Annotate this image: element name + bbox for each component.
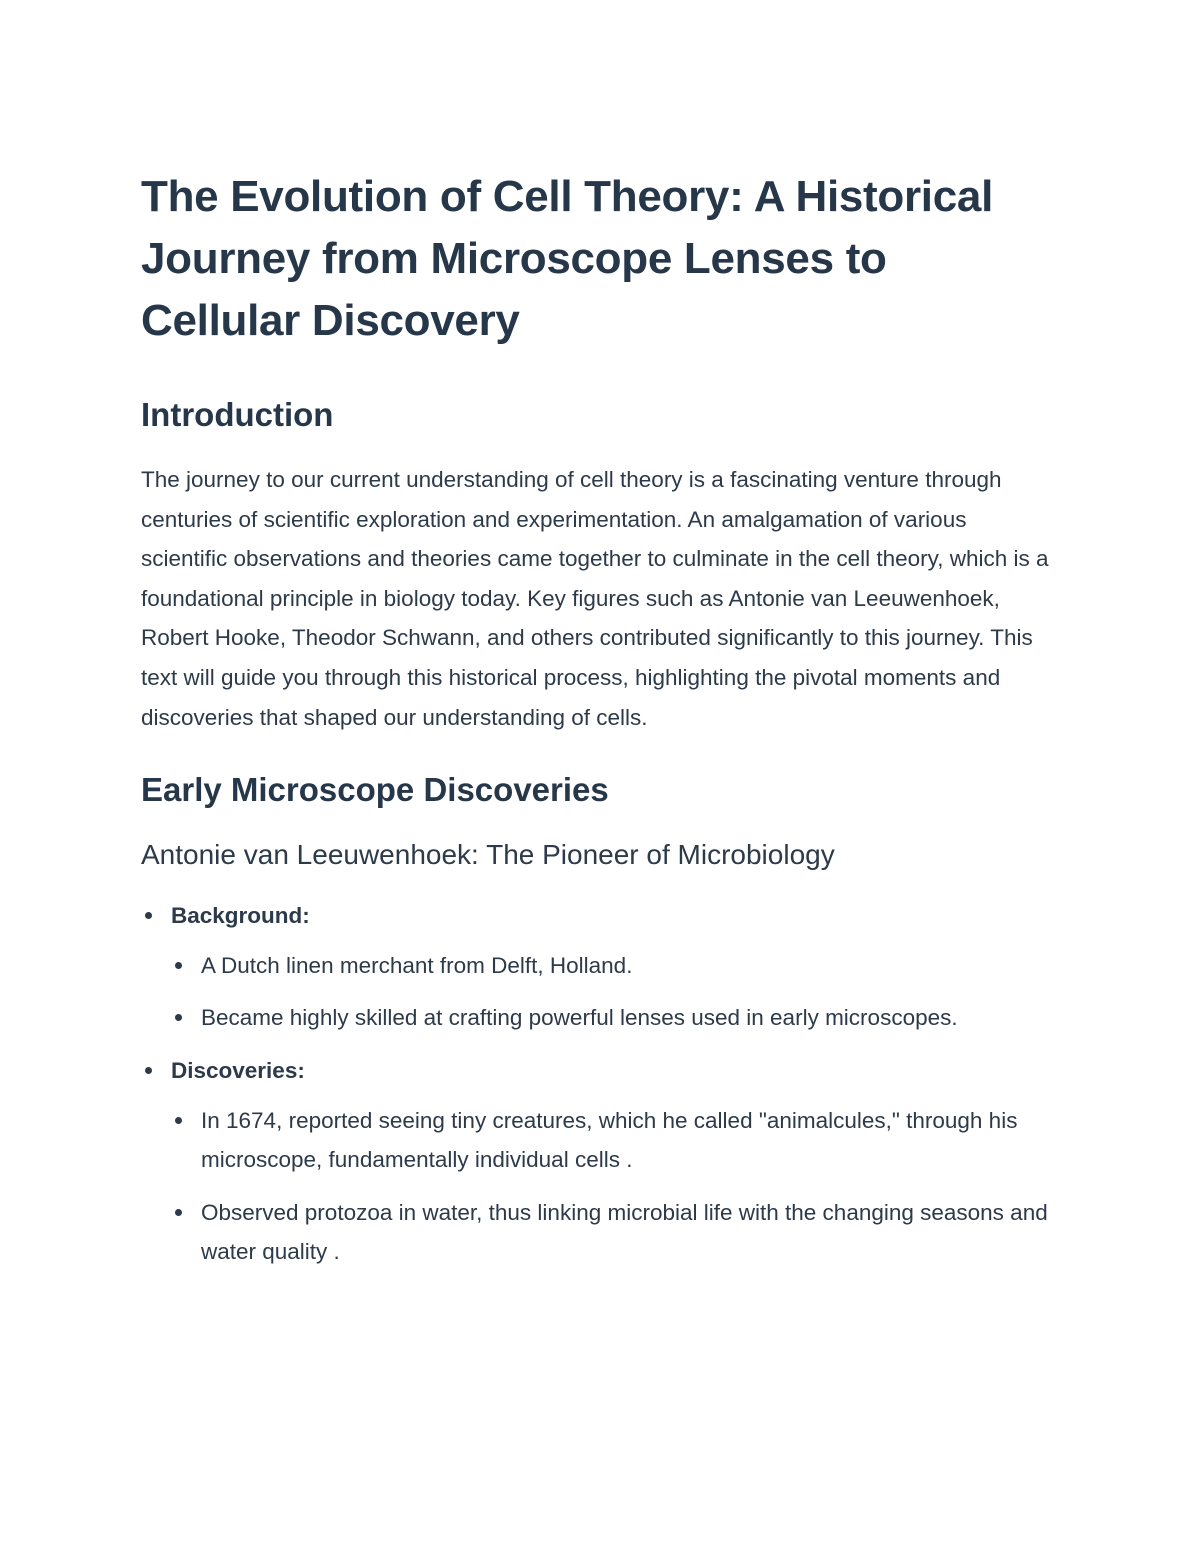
document-page bbox=[141, 166, 1056, 1285]
bullet-icon bbox=[175, 1117, 182, 1124]
list-item bbox=[171, 946, 1056, 986]
list-label: Background: bbox=[171, 903, 310, 929]
bullet-icon bbox=[145, 912, 152, 919]
bullet-icon bbox=[175, 1014, 182, 1021]
background-sublist bbox=[171, 946, 1056, 1038]
list-item bbox=[171, 998, 1056, 1038]
document-title: The Evolution of Cell Theory: A Historical Journey from Microscope Lenses to Cellular Discovery bbox=[141, 172, 993, 345]
list-item-text: Became highly skilled at crafting powerful lenses used in early microscopes. bbox=[201, 1005, 958, 1031]
bullet-icon bbox=[175, 1209, 182, 1216]
section-heading-introduction: Introduction bbox=[141, 396, 334, 433]
list-label: Discoveries: bbox=[171, 1057, 305, 1083]
discoveries-sublist bbox=[171, 1101, 1056, 1272]
introduction-paragraph: The journey to our current understanding of cell theory is a fascinating venture through centuries of scientific exploration and experimentation. An amalgamation of various scientific observations and theories came together to culminate in the cell theory, which is a foundational principle in biology today. Key figures such as Antonie van Leeuwenhoek, Robert Hooke, Theodor Schwann, and others contributed significantly to this journey. This text will guide you through this historical process, highlighting the pivotal moments and discoveries that shaped our understanding of cells. bbox=[141, 467, 1049, 730]
list-item-discoveries bbox=[141, 1051, 1056, 1272]
list-item-text: A Dutch linen merchant from Delft, Holland. bbox=[201, 952, 633, 978]
list-item-background bbox=[141, 896, 1056, 1038]
list-item bbox=[171, 1193, 1056, 1272]
list-item-text: In 1674, reported seeing tiny creatures, which he called "animalcules," through his microscope, fundamentally individual cells . bbox=[201, 1107, 1018, 1173]
section-heading-early-discoveries: Early Microscope Discoveries bbox=[141, 771, 609, 809]
subsection-heading-leeuwenhoek: Antonie van Leeuwenhoek: The Pioneer of Microbiology bbox=[141, 839, 835, 871]
bullet-icon bbox=[175, 962, 182, 969]
bullet-icon bbox=[145, 1067, 152, 1074]
leeuwenhoek-list bbox=[141, 896, 1056, 1272]
list-item-text: Observed protozoa in water, thus linking microbial life with the changing seasons and water quality . bbox=[201, 1199, 1048, 1265]
list-item bbox=[171, 1101, 1056, 1180]
